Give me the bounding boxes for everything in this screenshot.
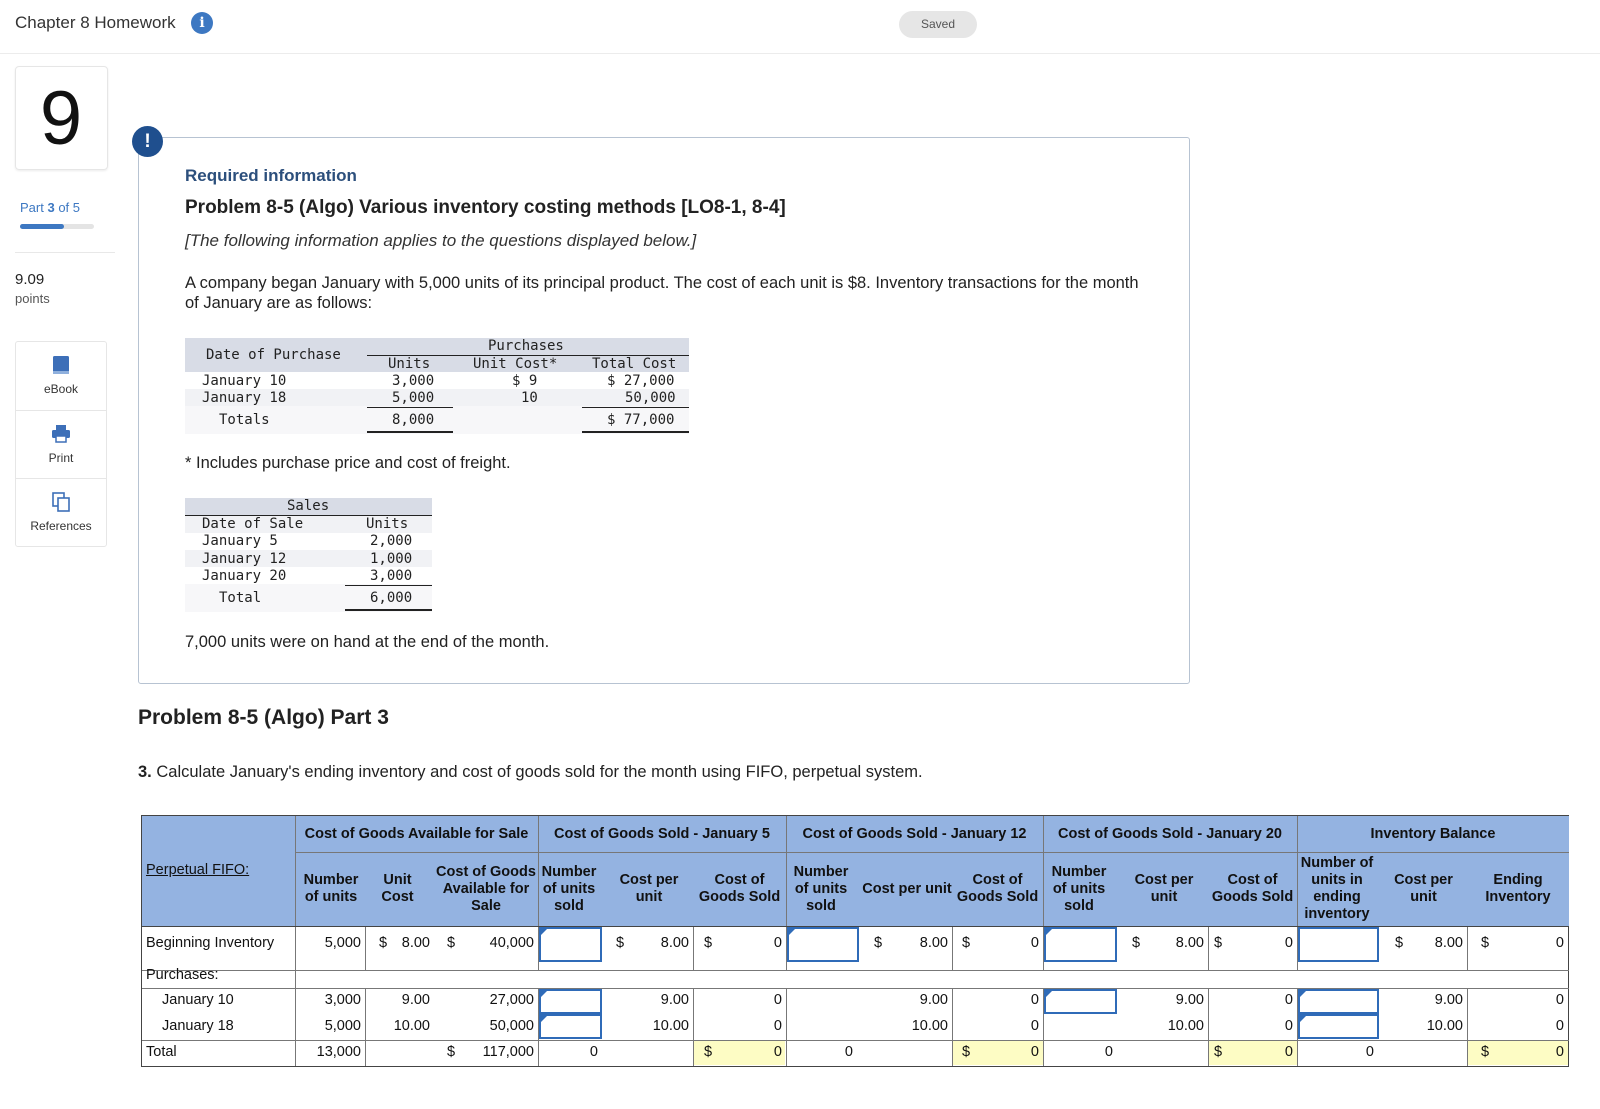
beginning-jan12-units-input[interactable] [787, 927, 859, 962]
purchases-col-units: Units [388, 356, 431, 372]
grid-purchases-rule [142, 970, 1569, 971]
beginning-jan5-cpu-dollar: $ [616, 935, 625, 951]
on-hand-note: 7,000 units were on hand at the end of the month. [185, 633, 550, 651]
jan18-jan12-cogs: 0 [1030, 1018, 1039, 1034]
references-label: References [30, 519, 92, 533]
jan10-total: 27,000 [489, 992, 534, 1008]
perpetual-fifo-link[interactable]: Perpetual FIFO: [146, 862, 250, 878]
jan10-jan12-cpu: 9.00 [919, 992, 948, 1008]
sales-date: January 5 [202, 533, 278, 549]
rail-divider [15, 252, 115, 253]
total-jan5-cogs-dollar: $ [704, 1044, 713, 1060]
grid-vline [1467, 988, 1468, 1066]
jan10-jan5-cogs: 0 [773, 992, 782, 1008]
purchases-col-total-cost: Total Cost [592, 356, 677, 372]
beginning-unit-cost-dollar: $ [379, 935, 388, 951]
beginning-jan5-units-input[interactable] [539, 927, 602, 962]
required-info-heading: Required information [185, 166, 357, 185]
sales-date: January 12 [202, 551, 287, 567]
jan10-unit-cost: 9.00 [401, 992, 430, 1008]
beginning-jan5-cogs-dollar: $ [704, 935, 713, 951]
grid-vline [693, 988, 694, 1066]
jan10-inv-end: 0 [1555, 992, 1564, 1008]
subheader-units-sold-jan12: Number of units sold [793, 863, 849, 914]
total-jan12-cogs: 0 [1030, 1044, 1039, 1060]
beginning-jan12-cpu-dollar: $ [874, 935, 883, 951]
total-end-units: 0 [1365, 1044, 1374, 1060]
assignment-title: Chapter 8 Homework [15, 13, 176, 32]
purchases-units: 3,000 [392, 373, 435, 389]
sales-col-date: Date of Sale [202, 516, 304, 532]
question-number-label: 3. [138, 763, 152, 781]
group-header-cogs-jan12: Cost of Goods Sold - January 12 [802, 825, 1027, 842]
part-progress-bar [20, 224, 94, 229]
beginning-unit-cost: 8.00 [401, 935, 430, 951]
total-jan12-cogs-dollar: $ [962, 1044, 971, 1060]
saved-status-badge: Saved [899, 11, 977, 38]
beginning-jan5-cogs: 0 [773, 935, 782, 951]
beginning-end-units-input[interactable] [1298, 927, 1379, 962]
units-subtotal-rule [367, 407, 453, 408]
cost-total-rule [582, 431, 689, 433]
jan18-unit-cost: 10.00 [393, 1018, 430, 1034]
jan18-jan5-units-input[interactable] [539, 1014, 602, 1039]
beginning-jan20-units-input[interactable] [1044, 927, 1117, 962]
jan18-end-units-input[interactable] [1298, 1014, 1379, 1039]
jan18-jan20-cpu: 10.00 [1167, 1018, 1204, 1034]
beginning-units: 5,000 [324, 935, 361, 951]
sales-units: 2,000 [370, 533, 413, 549]
input-marker-icon [541, 991, 547, 997]
grid-vline [952, 926, 953, 970]
purchases-col-date: Date of Purchase [206, 347, 341, 363]
subheader-cost-per-unit-jan12: Cost per unit [862, 880, 952, 897]
sales-date: January 20 [202, 568, 287, 584]
copy-icon [50, 491, 72, 513]
print-label: Print [48, 451, 74, 465]
grid-vline [1208, 926, 1209, 970]
grid-vline [365, 988, 366, 1066]
total-jan5-units: 0 [589, 1044, 598, 1060]
row-label-total: Total [146, 1044, 177, 1060]
total-jan5-cogs: 0 [773, 1044, 782, 1060]
points-label: points [15, 291, 50, 306]
problem-note: [The following information applies to the questions displayed below.] [185, 231, 697, 250]
part-title: Problem 8-5 (Algo) Part 3 [138, 706, 389, 729]
jan18-jan5-cpu: 10.00 [652, 1018, 689, 1034]
sales-subtotal-rule [345, 585, 432, 586]
jan18-inv-end: 0 [1555, 1018, 1564, 1034]
ebook-label: eBook [43, 382, 79, 396]
beginning-inv-end-dollar: $ [1481, 935, 1490, 951]
jan10-units: 3,000 [324, 992, 361, 1008]
beginning-jan12-cogs-dollar: $ [962, 935, 971, 951]
total-jan20-cogs-dollar: $ [1214, 1044, 1223, 1060]
subheader-available-total: Cost of Goods Available for Sale [436, 863, 536, 914]
jan18-jan5-cogs: 0 [773, 1018, 782, 1034]
part-word: Part [20, 200, 44, 215]
subheader-cogs-jan12: Cost of Goods Sold [956, 872, 1039, 905]
group-header-cogs-jan20: Cost of Goods Sold - January 20 [1058, 825, 1282, 842]
jan10-jan12-cogs: 0 [1030, 992, 1039, 1008]
question-number-card [15, 66, 108, 170]
jan10-end-units-input[interactable] [1298, 989, 1379, 1014]
group-header-available: Cost of Goods Available for Sale [304, 825, 529, 842]
total-available-dollar: $ [447, 1044, 456, 1060]
sales-units: 1,000 [370, 551, 413, 567]
jan18-jan20-cogs: 0 [1284, 1018, 1293, 1034]
group-header-cogs-jan5: Cost of Goods Sold - January 5 [554, 825, 770, 842]
input-marker-icon [1300, 991, 1306, 997]
input-marker-icon [1300, 1016, 1306, 1022]
part-current: 3 [47, 200, 55, 215]
question-text [138, 763, 923, 782]
jan10-inv-cpu: 9.00 [1434, 992, 1463, 1008]
grid-vline [1467, 926, 1468, 970]
grid-vline [1208, 988, 1209, 1066]
grid-hline [142, 1040, 1569, 1041]
beginning-inv-cpu: 8.00 [1434, 935, 1463, 951]
row-label-beginning: Beginning Inventory [146, 935, 275, 951]
units-total-rule [367, 431, 453, 433]
beginning-jan20-cogs: 0 [1284, 935, 1293, 951]
group-header-inventory: Inventory Balance [1370, 825, 1496, 842]
part-indicator [20, 200, 80, 215]
subheader-cost-per-unit-jan5: Cost per unit [619, 872, 679, 905]
subheader-unit-cost: Unit Cost [381, 872, 414, 905]
total-jan12-units: 0 [844, 1044, 853, 1060]
input-marker-icon [1046, 991, 1052, 997]
printer-icon [50, 423, 72, 445]
input-marker-icon [541, 1016, 547, 1022]
jan10-jan5-cpu: 9.00 [660, 992, 689, 1008]
total-jan20-units: 0 [1104, 1044, 1113, 1060]
subheader-ending-inventory: Ending Inventory [1485, 872, 1551, 905]
cost-subtotal-rule [582, 407, 689, 408]
subheader-cogs-jan20: Cost of Goods Sold [1211, 872, 1294, 905]
purchases-footnote: * Includes purchase price and cost of freight. [185, 454, 511, 472]
subheader-cogs-jan5: Cost of Goods Sold [698, 872, 781, 905]
jan10-jan20-units-input[interactable] [1044, 989, 1117, 1014]
alert-icon: ! [132, 126, 163, 157]
ebook-button[interactable] [16, 342, 106, 410]
purchases-total: $ 27,000 [607, 373, 675, 389]
total-inv-end-dollar: $ [1481, 1044, 1490, 1060]
purchases-totals-units: 8,000 [392, 412, 435, 428]
grid-vline [786, 988, 787, 1066]
purchases-col-unit-cost: Unit Cost* [473, 356, 558, 372]
problem-title: Problem 8-5 (Algo) Various inventory costing methods [LO8-1, 8-4] [185, 197, 786, 218]
jan18-inv-cpu: 10.00 [1426, 1018, 1463, 1034]
grid-vline [295, 816, 296, 1066]
book-icon [50, 354, 72, 376]
subheader-cost-per-unit-jan20: Cost per unit [1134, 872, 1194, 905]
part-progress-fill [20, 224, 64, 229]
purchases-units: 5,000 [392, 390, 435, 406]
references-button[interactable] [16, 478, 106, 546]
beginning-jan12-cpu: 8.00 [919, 935, 948, 951]
purchases-unit-cost: 10 [521, 390, 538, 406]
top-bar [0, 0, 1600, 54]
points-value: 9.09 [15, 271, 45, 288]
subheader-units: Number of units [303, 872, 359, 905]
part-of: of 5 [58, 200, 81, 215]
purchases-totals-label: Totals [219, 412, 270, 428]
subheader-units-sold-jan20: Number of units sold [1051, 863, 1107, 914]
input-marker-icon [1046, 929, 1052, 935]
jan10-jan20-cpu: 9.00 [1175, 992, 1204, 1008]
total-available: 117,000 [482, 1044, 534, 1060]
sales-total-label: Total [219, 590, 262, 606]
question-number: 9 [39, 76, 83, 161]
sales-total-rule [345, 609, 432, 611]
grid-vline [952, 988, 953, 1066]
purchases-total: 50,000 [625, 390, 676, 406]
info-icon[interactable]: i [191, 12, 213, 34]
purchases-unit-cost: $ 9 [512, 373, 538, 389]
problem-paragraph: A company began January with 5,000 units of its principal product. The cost of each unit is $8. Inventory transactions for the month of January are as follows: [185, 274, 1139, 312]
purchases-totals-cost: $ 77,000 [607, 412, 675, 428]
purchases-group-header: Purchases [488, 338, 564, 354]
sales-group-header: Sales [287, 498, 330, 514]
input-marker-icon [789, 929, 795, 935]
tools-panel [15, 341, 107, 547]
print-button[interactable] [16, 410, 106, 478]
jan10-jan5-units-input[interactable] [539, 989, 602, 1014]
row-label-jan18: January 18 [162, 1018, 234, 1034]
row-label-purchases: Purchases: [146, 967, 219, 983]
total-jan20-cogs: 0 [1284, 1044, 1293, 1060]
total-inv-end: 0 [1555, 1044, 1564, 1060]
grid-vline [693, 926, 694, 970]
question-body: Calculate January's ending inventory and cost of goods sold for the month using FIFO, perpetual system. [156, 763, 923, 781]
jan18-total: 50,000 [489, 1018, 534, 1034]
row-label-jan10: January 10 [162, 992, 234, 1008]
sales-col-units: Units [366, 516, 409, 532]
sales-units: 3,000 [370, 568, 413, 584]
subheader-cost-per-unit-inv: Cost per unit [1394, 872, 1453, 905]
subheader-end-units: Number of units in ending inventory [1300, 855, 1374, 922]
beginning-inv-end: 0 [1555, 935, 1564, 951]
beginning-inv-cpu-dollar: $ [1395, 935, 1404, 951]
grid-vline [365, 926, 366, 970]
subheader-units-sold-jan5: Number of units sold [541, 863, 597, 914]
jan10-jan20-cogs: 0 [1284, 992, 1293, 1008]
jan18-jan12-cpu: 10.00 [911, 1018, 948, 1034]
beginning-jan12-cogs: 0 [1030, 935, 1039, 951]
beginning-jan20-cpu: 8.00 [1175, 935, 1204, 951]
sales-total-units: 6,000 [370, 590, 413, 606]
beginning-jan20-cogs-dollar: $ [1214, 935, 1223, 951]
total-units: 13,000 [316, 1044, 361, 1060]
purchases-date: January 18 [202, 390, 287, 406]
beginning-total: 40,000 [489, 935, 534, 951]
jan18-units: 5,000 [324, 1018, 361, 1034]
beginning-jan20-cpu-dollar: $ [1132, 935, 1141, 951]
beginning-total-dollar: $ [447, 935, 456, 951]
input-marker-icon [541, 929, 547, 935]
purchases-date: January 10 [202, 373, 287, 389]
beginning-jan5-cpu: 8.00 [660, 935, 689, 951]
